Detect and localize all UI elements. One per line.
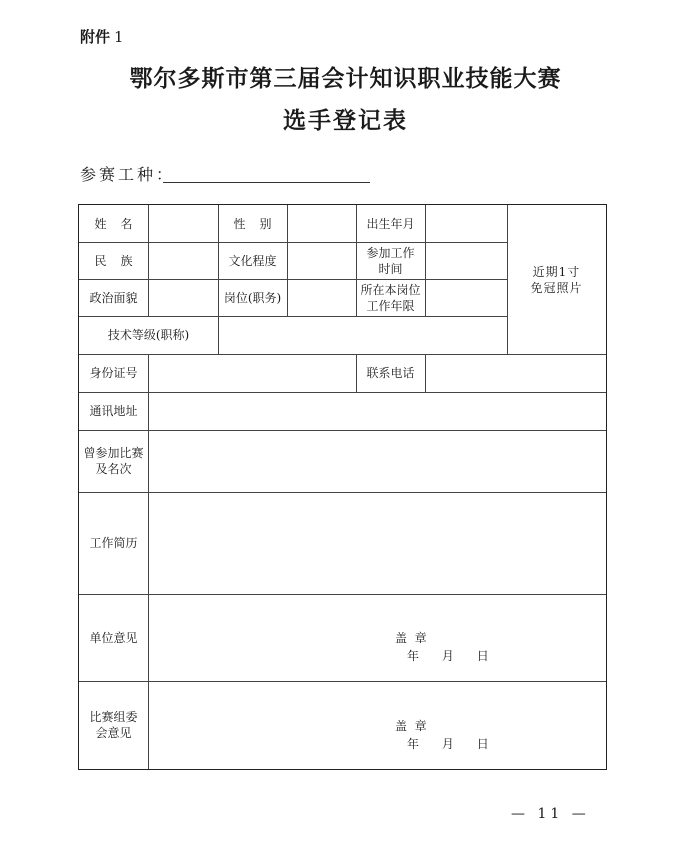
gender-field[interactable]: [287, 205, 356, 242]
attachment-number: 1: [114, 28, 124, 46]
ethnicity-label: 民族: [94, 253, 147, 268]
unit-date-text: 年 月 日: [407, 649, 489, 663]
name-field[interactable]: [148, 205, 218, 242]
id-label: 身份证号: [89, 366, 138, 380]
prior-competition-field[interactable]: [148, 430, 606, 492]
committee-opinion-field[interactable]: [148, 681, 606, 769]
work-start-label: 参加工作 时间: [366, 245, 415, 276]
years-label: 所在本岗位 工作年限: [360, 282, 421, 313]
committee-date-text: 年 月 日: [407, 737, 489, 751]
birth-label: 出生年月: [366, 216, 415, 231]
id-field[interactable]: [148, 354, 356, 392]
ethnicity-field[interactable]: [148, 242, 218, 279]
registration-form: [78, 204, 607, 770]
unit-seal-text: 盖 章: [395, 631, 427, 645]
skill-level-field[interactable]: [218, 316, 507, 354]
prior-competition-label: 曾参加比赛 及名次: [83, 446, 144, 476]
phone-label: 联系电话: [366, 366, 415, 380]
name-label: 姓名: [94, 216, 147, 231]
education-field[interactable]: [287, 242, 356, 279]
position-label: 岗位(职务): [223, 290, 282, 305]
gender-label: 性别: [233, 216, 286, 231]
political-label: 政治面貌: [89, 290, 138, 305]
phone-field[interactable]: [425, 354, 606, 392]
birth-field[interactable]: [425, 205, 507, 242]
document-title: 鄂尔多斯市第三届会计知识职业技能大赛: [129, 65, 562, 92]
unit-opinion-field[interactable]: [148, 594, 606, 681]
unit-opinion-label: 单位意见: [89, 630, 138, 645]
trade-label: 参赛工种：: [80, 165, 176, 184]
years-field[interactable]: [425, 279, 507, 316]
work-history-label: 工作简历: [89, 536, 138, 550]
work-start-field[interactable]: [425, 242, 507, 279]
address-field[interactable]: [148, 392, 606, 430]
education-label: 文化程度: [228, 253, 277, 268]
address-label: 通讯地址: [89, 404, 138, 418]
work-history-field[interactable]: [148, 492, 606, 594]
political-field[interactable]: [148, 279, 218, 316]
attachment-label: [80, 26, 124, 47]
trade-input-line[interactable]: [163, 182, 370, 183]
page-number: — 11 —: [511, 806, 590, 822]
committee-seal-text: 盖 章: [395, 719, 427, 733]
attachment-text: 附件: [80, 28, 111, 46]
document-subtitle: 选手登记表: [283, 107, 408, 134]
photo-placeholder[interactable]: 近期1寸 免冠照片: [530, 264, 583, 295]
position-field[interactable]: [287, 279, 356, 316]
committee-opinion-label: 比赛组委 会意见: [89, 710, 138, 740]
skill-level-label: 技术等级(职称): [107, 328, 190, 342]
